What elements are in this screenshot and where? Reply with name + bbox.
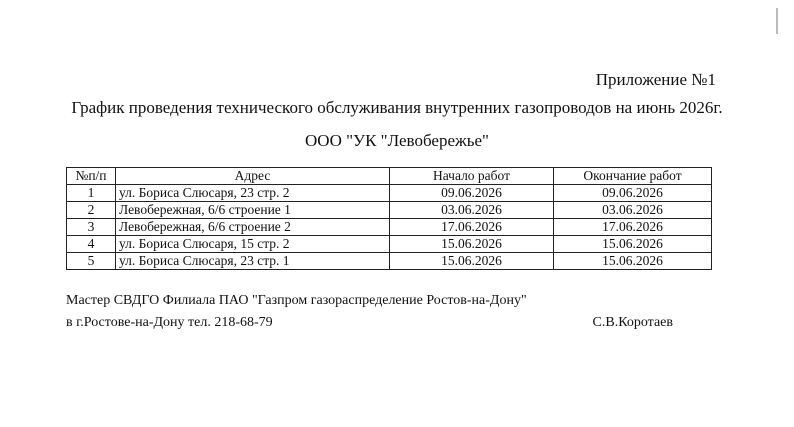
row-number: 4 — [67, 236, 116, 253]
row-start-date: 15.06.2026 — [390, 236, 554, 253]
table-row — [67, 236, 712, 253]
footer-contact-line: в г.Ростове-на-Дону тел. 218-68-79 — [66, 315, 273, 330]
row-end-date: 15.06.2026 — [554, 253, 712, 270]
organization-name: ООО "УК "Левобережье" — [305, 131, 489, 150]
row-address: Левобережная, 6/6 строение 2 — [116, 219, 390, 236]
row-start-date: 17.06.2026 — [390, 219, 554, 236]
column-header-address: Адрес — [116, 168, 390, 185]
column-header-number: №п/п — [67, 168, 116, 185]
row-address: ул. Бориса Слюсаря, 15 стр. 2 — [116, 236, 390, 253]
row-end-date: 09.06.2026 — [554, 185, 712, 202]
row-end-date: 15.06.2026 — [554, 236, 712, 253]
row-address: ул. Бориса Слюсаря, 23 стр. 1 — [116, 253, 390, 270]
table-row — [67, 185, 712, 202]
row-number: 2 — [67, 202, 116, 219]
column-header-start: Начало работ — [390, 168, 554, 185]
row-end-date: 03.06.2026 — [554, 202, 712, 219]
row-start-date: 09.06.2026 — [390, 185, 554, 202]
table-row — [67, 219, 712, 236]
table-row — [67, 202, 712, 219]
signer-name: С.В.Коротаев — [592, 315, 673, 330]
row-number: 3 — [67, 219, 116, 236]
annex-label: Приложение №1 — [595, 70, 716, 89]
footer-position-line: Мастер СВДГО Филиала ПАО "Газпром газораспределение Ростов-на-Дону" — [66, 293, 527, 308]
schedule-table — [66, 167, 712, 270]
row-address: Левобережная, 6/6 строение 1 — [116, 202, 390, 219]
row-end-date: 17.06.2026 — [554, 219, 712, 236]
row-number: 5 — [67, 253, 116, 270]
row-number: 1 — [67, 185, 116, 202]
column-header-end: Окончание работ — [554, 168, 712, 185]
scan-edge-mark — [776, 8, 778, 34]
table-row — [67, 253, 712, 270]
table-header-row — [67, 168, 712, 185]
document-title: График проведения технического обслуживания внутренних газопроводов на июнь 2026г. — [71, 98, 723, 117]
row-address: ул. Бориса Слюсаря, 23 стр. 2 — [116, 185, 390, 202]
row-start-date: 03.06.2026 — [390, 202, 554, 219]
row-start-date: 15.06.2026 — [390, 253, 554, 270]
